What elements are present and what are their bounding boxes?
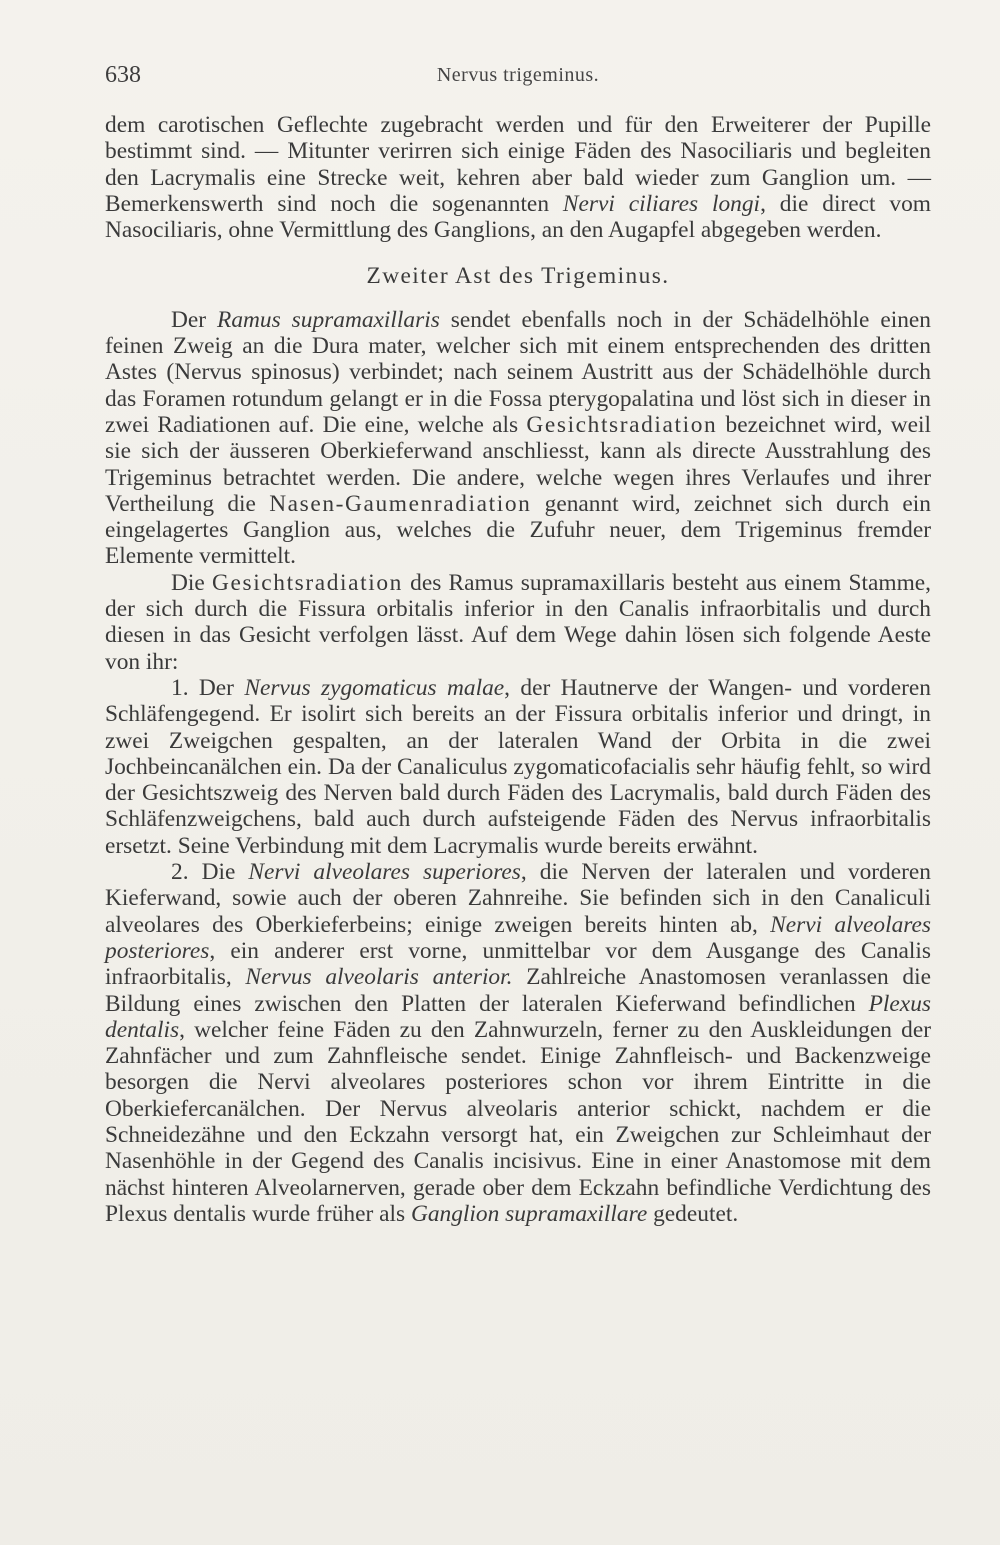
- paragraph-ramus-supramaxillaris: Der Ramus supramaxillaris sendet ebenfalls noch in der Schädelhöhle einen feinen Zweig an die Dura mater, welcher sich mit einem entsprechenden des dritten Astes (Nervus spinosus) verbindet; nach seinem Austritt aus der Schädelhöhle durch das Foramen rotundum gelangt er in die Fossa pterygopalatina und löst sich in dieser in zwei Radiationen auf. Die eine, welche als Gesichtsradiation bezeichnet wird, weil sie sich der äusseren Oberkieferwand anschliesst, kann als directe Ausstrahlung des Trigeminus betrachtet werden. Die andere, welche wegen ihres Verlaufes und ihrer Vertheilung die Nasen-Gaumenradiation genannt wird, zeichnet sich durch ein eingelagertes Ganglion aus, welches die Zufuhr neuer, dem Trigeminus fremder Elemente vermittelt.: [105, 306, 932, 570]
- spaced-term: Nasen-Gaumenradiation: [269, 490, 532, 517]
- section-heading: Zweiter Ast des Trigeminus.: [366, 263, 670, 290]
- list-item-2: 2. Die Nervi alveolares superiores, die Nerven der lateralen und vorderen Kieferwand, sowie auch der oberen Zahnreihe. Sie befinden sich in den Canaliculi alveolares des Oberkieferbeins; einige zweigen bereits hinten ab, Nervi alveolares posteriores, ein anderer erst vorne, unmittelbar vor dem Ausgange des Canalis infraorbitalis, Nervus alveolaris anterior. Zahlreiche Anastomosen veranlassen die Bildung eines zwischen den Platten der lateralen Kieferwand befindlichen Plexus dentalis, welcher feine Fäden zu den Zahnwurzeln, ferner zu den Auskleidungen der Zahnfächer und zum Zahnfleische sendet. Einige Zahnfleisch- und Backenzweige besorgen die Nervi alveolares posteriores schon vor ihrem Eintritte in die Oberkiefercanälchen. Der Nervus alveolaris anterior schickt, nachdem er die Schneidezähne und den Eckzahn versorgt hat, ein Zweigchen zur Schleimhaut der Nasenhöhle in der Gegend des Canalis incisivus. Eine in einer Anastomose mit dem nächst hinteren Alveolarnerven, gerade ober dem Eckzahn befindliche Verdichtung des Plexus dentalis wurde früher als Ganglion supramaxillare gedeutet.: [105, 859, 932, 1227]
- italic-term: Nervi alveolares posteriores: [105, 911, 931, 964]
- italic-term: Nervus zygomaticus malae: [244, 674, 505, 701]
- italic-term: Plexus dentalis: [105, 990, 931, 1043]
- body-text: [105, 112, 931, 1227]
- italic-term: Nervus alveolaris anterior.: [245, 964, 513, 991]
- italic-term: Ramus supramaxillaris: [217, 306, 440, 333]
- page-number: 638: [105, 62, 141, 88]
- list-item-1: 1. Der Nervus zygomaticus malae, der Hautnerve der Wangen- und vorderen Schläfengegend. Er isolirt sich bereits an der Fissura orbitalis inferior und dringt, in zwei Zweigchen gespalten, an der lateralen Wand der Orbita in die zwei Jochbeincanälchen ein. Da der Canaliculus zygomaticofacialis sehr häufig fehlt, so wird der Gesichtszweig des Nerven bald durch Fäden des Lacrymalis, bald durch Fäden des Schläfenzweigchens, bald auch durch aufsteigende Fäden des Nervus infraorbitalis ersetzt. Seine Verbindung mit dem Lacrymalis wurde bereits erwähnt.: [105, 674, 931, 859]
- italic-term: Nervi ciliares longi: [562, 190, 761, 217]
- paragraph-gesichtsradiation: Die Gesichtsradiation des Ramus supramaxillaris besteht aus einem Stamme, der sich durch die Fissura orbitalis inferior in den Canalis infraorbitalis und durch diesen in das Gesicht verfolgen lässt. Auf dem Wege dahin lösen sich folgende Aeste von ihr:: [105, 569, 931, 675]
- page-header: [105, 62, 931, 94]
- italic-term: Nervi alveolares superiores: [248, 859, 521, 886]
- running-title: Nervus trigeminus.: [436, 64, 600, 86]
- spaced-term: Gesichtsradiation: [526, 411, 718, 438]
- italic-term: Ganglion supramaxillare: [410, 1200, 648, 1227]
- spaced-term: Gesichtsradiation: [212, 569, 403, 596]
- paragraph-continuation: dem carotischen Geflechte zugebracht werden und für den Erweiterer der Pupille bestimmt sind. — Mitunter verirren sich einige Fäden des Nasociliaris und begleiten den Lacrymalis eine Strecke weit, kehren aber bald wieder zum Ganglion um. — Bemerkenswerth sind noch die sogenannten Nervi ciliares longi, die direct vom Nasociliaris, ohne Vermittlung des Ganglions, an den Augapfel abgegeben werden.: [105, 112, 931, 244]
